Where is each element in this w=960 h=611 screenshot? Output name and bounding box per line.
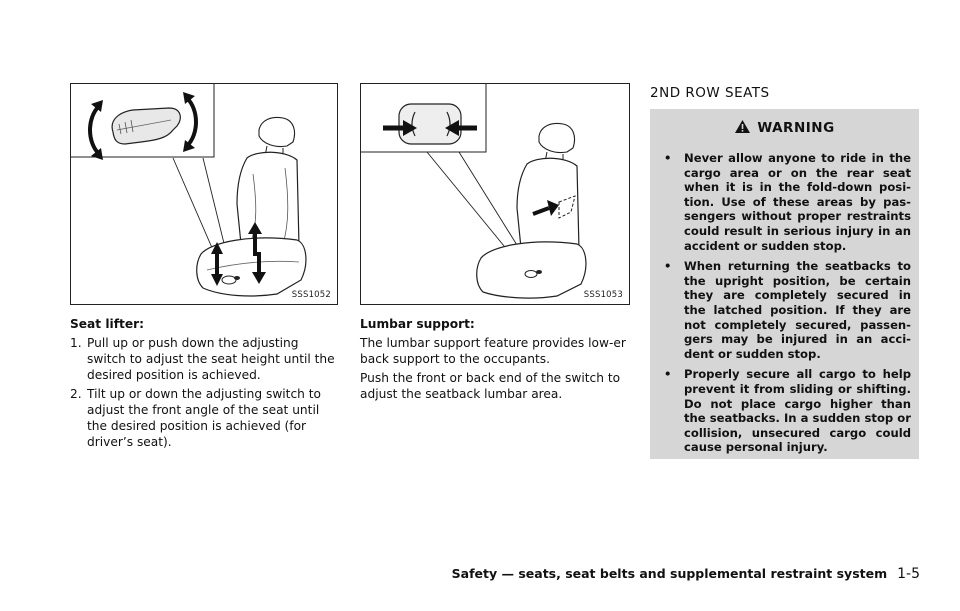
warning-header — [650, 119, 919, 138]
lumbar-paragraph-2: Push the front or back end of the switch to adjust the seatback lumbar area. — [360, 371, 621, 401]
warning-list — [664, 151, 911, 461]
lumbar-support-section — [360, 316, 632, 405]
seat-lifter-illustration — [71, 84, 339, 306]
lumbar-paragraph-1: The lumbar support feature provides low-er back support to the occupants. — [360, 336, 626, 366]
bullet: • — [664, 151, 672, 165]
warning-item — [664, 367, 911, 455]
warning-text: Properly secure all cargo to help prevent it from sliding or shifting. Do not place cargo higher than the seatbacks. In a sudden stop or collision, unsecured cargo could cause personal injury. — [684, 367, 911, 455]
item-number: 1. — [70, 336, 82, 350]
warning-item — [664, 259, 911, 361]
figure-seat-lifter — [70, 83, 338, 305]
item-number: 2. — [70, 387, 82, 401]
page-number: 1-5 — [897, 566, 920, 582]
list-item — [70, 386, 338, 450]
bullet: • — [664, 367, 672, 382]
warning-triangle-icon — [734, 119, 751, 138]
warning-label: WARNING — [757, 120, 835, 136]
list-item — [70, 335, 338, 383]
figure-code: SSS1052 — [291, 290, 331, 300]
figure-code: SSS1053 — [583, 290, 623, 300]
section-title-2nd-row-seats: 2ND ROW SEATS — [650, 85, 770, 101]
warning-text: Never allow anyone to ride in the cargo area or on the rear seat when it is in the fold-down posi-tion. Use of these areas by pas-sengers without proper restraints could result in serious injury in an accident or sudden stop. — [684, 151, 911, 253]
warning-item — [664, 151, 911, 253]
item-text: Pull up or push down the adjusting switch to adjust the seat height until the desired position is achieved. — [87, 336, 335, 382]
footer-title: Safety — seats, seat belts and supplemental restraint system — [451, 566, 888, 581]
lumbar-support-heading: Lumbar support: — [360, 317, 475, 331]
figure-lumbar-support — [360, 83, 630, 305]
warning-text: When returning the seatbacks to the upright position, be certain they are completely secured in the latched position. If they are not completely secured, passen-gers may be injured in an acci-dent or sudden stop. — [684, 259, 911, 361]
page-footer — [452, 566, 920, 582]
bullet: • — [664, 259, 672, 274]
seat-lifter-section — [70, 316, 338, 453]
lumbar-support-illustration — [361, 84, 631, 306]
item-text: Tilt up or down the adjusting switch to adjust the front angle of the seat until the desired position is achieved (for driver’s seat). — [87, 387, 321, 449]
warning-box — [650, 109, 919, 459]
seat-lifter-heading: Seat lifter: — [70, 317, 144, 331]
